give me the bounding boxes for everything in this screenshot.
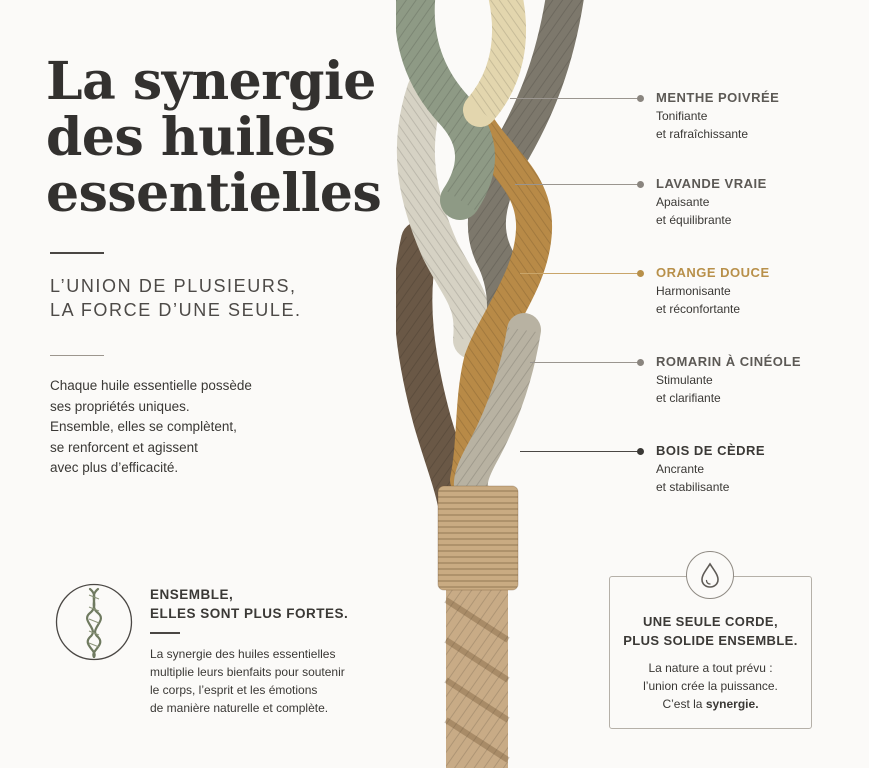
- oil-desc-line: et clarifiante: [656, 390, 721, 405]
- intro-line: Ensemble, elles se complètent,: [50, 419, 237, 434]
- oil-description: [656, 283, 740, 318]
- divider: [50, 355, 104, 356]
- oil-desc-line: et stabilisante: [656, 479, 730, 494]
- oil-label-rosemary: [0, 354, 869, 422]
- water-drop-icon: [687, 552, 733, 598]
- oil-label-peppermint: [0, 90, 869, 158]
- oil-description: [656, 194, 731, 229]
- divider: [150, 632, 180, 634]
- subtitle-line: L’UNION DE PLUSIEURS,: [50, 276, 297, 296]
- oil-name: LAVANDE VRAIE: [656, 176, 767, 191]
- card-body-line: La nature a tout prévu :: [648, 661, 773, 675]
- oil-name: MENTHE POIVRÉE: [656, 90, 780, 105]
- card-body-line: l’union crée la puissance.: [643, 679, 778, 693]
- title-line: La synergie: [46, 51, 376, 112]
- leader-line: [520, 273, 640, 274]
- strength-body-line: le corps, l’esprit et les émotions: [150, 683, 318, 697]
- intro-line: avec plus d’efficacité.: [50, 460, 179, 475]
- strength-heading-line: ELLES SONT PLUS FORTES.: [150, 606, 349, 621]
- leader-dot: [637, 270, 644, 277]
- oil-description: [656, 461, 729, 496]
- card-body-last-line: [609, 695, 812, 713]
- strength-body: [150, 645, 390, 717]
- oil-label-lavender: [0, 176, 869, 244]
- intro-line: se renforcent et agissent: [50, 439, 198, 455]
- oil-description: [656, 108, 748, 143]
- card-heading: [609, 612, 812, 650]
- leader-dot: [637, 359, 644, 366]
- oil-desc-line: Ancrante: [656, 462, 705, 476]
- intro-line: ses propriétés uniques.: [50, 398, 190, 414]
- jute-rope-base: [446, 585, 508, 768]
- leader-dot: [637, 448, 644, 455]
- leader-dot: [637, 181, 644, 188]
- card-body: [609, 659, 812, 713]
- oil-name: BOIS DE CÈDRE: [656, 443, 766, 458]
- oil-desc-line: et réconfortante: [656, 301, 741, 316]
- oil-desc-line: et rafraîchissante: [656, 126, 749, 141]
- strength-heading: [150, 585, 380, 623]
- card-heading-line: PLUS SOLIDE ENSEMBLE.: [623, 633, 798, 648]
- strength-body-line: multiplie leurs bienfaits pour soutenir: [150, 665, 345, 679]
- oil-desc-line: Stimulante: [656, 373, 713, 387]
- intro-line: Chaque huile essentielle possède: [50, 378, 252, 393]
- strength-heading-line: ENSEMBLE,: [150, 587, 234, 602]
- leader-line: [520, 451, 640, 452]
- oil-label-sweet-orange: [0, 265, 869, 333]
- strength-body-line: La synergie des huiles essentielles: [150, 647, 336, 661]
- oil-desc-line: et équilibrante: [656, 212, 732, 227]
- title-line: essentielles: [46, 163, 382, 224]
- braid-strands: [413, 0, 566, 500]
- leader-dot: [637, 95, 644, 102]
- oil-desc-line: Apaisante: [656, 195, 710, 209]
- oil-name: ROMARIN À CINÉOLE: [656, 354, 801, 369]
- leader-line: [515, 184, 640, 185]
- oil-description: [656, 372, 721, 407]
- leader-line: [510, 98, 640, 99]
- divider: [50, 252, 104, 254]
- leader-line: [530, 362, 640, 363]
- oil-name: ORANGE DOUCE: [656, 265, 770, 280]
- oil-desc-line: Tonifiante: [656, 109, 708, 123]
- braided-rope-icon: [55, 583, 133, 661]
- card-heading-line: UNE SEULE CORDE,: [643, 614, 778, 629]
- strength-body-line: de manière naturelle et complète.: [150, 701, 329, 715]
- card-last-prefix: C’est la: [662, 697, 706, 711]
- drop-badge: [686, 551, 734, 599]
- card-keyword: synergie.: [705, 697, 759, 711]
- title-line: des huiles: [46, 107, 336, 168]
- oil-desc-line: Harmonisante: [656, 284, 731, 298]
- subtitle-line: LA FORCE D’UNE SEULE.: [50, 300, 302, 320]
